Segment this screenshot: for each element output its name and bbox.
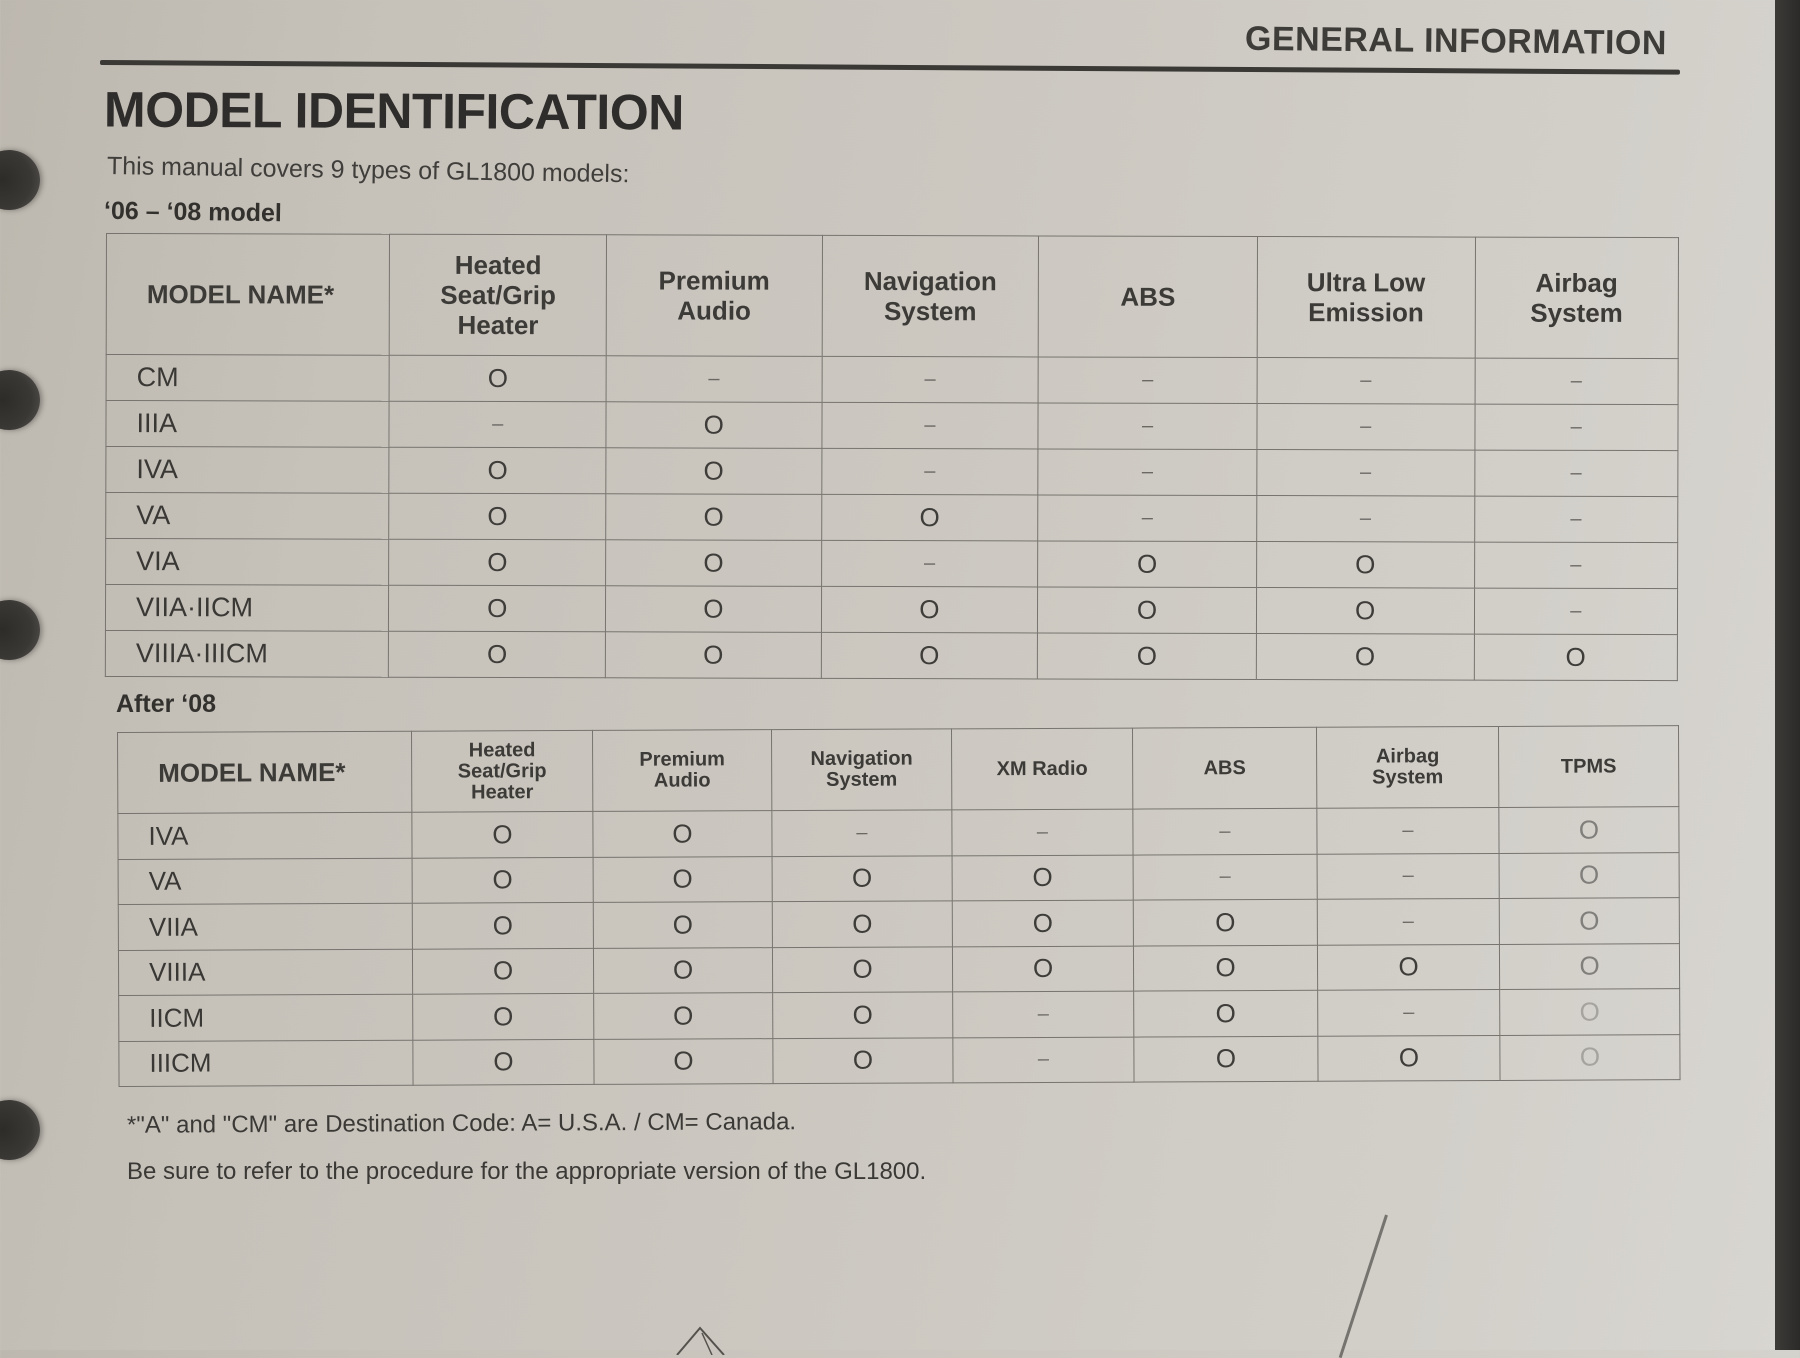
column-header: [390, 234, 607, 356]
table-row: [105, 630, 1677, 680]
feature-cell: [1038, 587, 1257, 634]
available-circle-icon: O: [1215, 1043, 1237, 1074]
feature-cell: [606, 540, 822, 587]
table-row: [118, 852, 1679, 904]
available-circle-icon: O: [1215, 952, 1236, 983]
available-circle-icon: O: [673, 1045, 694, 1076]
not-available-dash-icon: –: [1570, 599, 1582, 622]
table-row: [118, 943, 1679, 995]
feature-cell: [1133, 808, 1317, 854]
available-circle-icon: O: [703, 409, 724, 440]
feature-cell: [594, 1038, 773, 1084]
feature-cell: [1038, 541, 1257, 588]
column-header: [822, 235, 1039, 357]
feature-cell: [1134, 990, 1318, 1036]
feature-cell: [1133, 854, 1317, 900]
feature-cell: [606, 494, 822, 541]
available-circle-icon: O: [1355, 549, 1376, 580]
model-name-cell: IIIA: [106, 401, 390, 448]
feature-cell: [1134, 1036, 1318, 1082]
feature-cell: [1474, 588, 1678, 635]
feature-cell: [389, 631, 606, 678]
table-row: [106, 539, 1678, 589]
feature-cell: [773, 992, 953, 1038]
available-circle-icon: O: [1578, 814, 1600, 845]
not-available-dash-icon: –: [1142, 368, 1154, 391]
available-circle-icon: O: [703, 455, 724, 486]
available-circle-icon: O: [919, 640, 940, 671]
not-available-dash-icon: –: [1570, 369, 1582, 392]
column-header: [606, 235, 822, 357]
available-circle-icon: O: [672, 954, 694, 985]
not-available-dash-icon: –: [1402, 819, 1414, 842]
table-label-after-08: After ‘08: [116, 690, 217, 718]
feature-cell: [1257, 450, 1475, 497]
not-available-dash-icon: –: [1402, 910, 1414, 933]
available-circle-icon: O: [1579, 996, 1600, 1027]
feature-cell: [821, 448, 1038, 495]
feature-cell: [821, 586, 1038, 633]
table-row: [106, 493, 1678, 543]
table-row: [106, 401, 1678, 451]
not-available-dash-icon: –: [1141, 414, 1154, 437]
feature-cell: [1133, 899, 1317, 945]
feature-cell: [1500, 989, 1680, 1035]
feature-cell: [605, 632, 821, 679]
available-circle-icon: O: [1137, 548, 1158, 579]
feature-cell: [389, 585, 606, 632]
available-circle-icon: O: [703, 639, 724, 670]
available-circle-icon: O: [703, 593, 724, 624]
model-name-cell: VIA: [106, 539, 390, 586]
column-header: [106, 234, 390, 356]
available-circle-icon: O: [672, 909, 694, 940]
available-circle-icon: O: [672, 818, 693, 849]
column-header-line: Navigation: [863, 265, 997, 297]
feature-cell: [389, 447, 606, 494]
not-available-dash-icon: –: [492, 413, 504, 436]
model-table-06-08: [105, 233, 1679, 681]
model-name-cell: VIIA: [118, 903, 412, 950]
table-row: [105, 585, 1677, 635]
not-available-dash-icon: –: [1570, 507, 1582, 530]
feature-cell: [1133, 945, 1317, 991]
feature-cell: [593, 947, 772, 993]
feature-cell: [593, 811, 772, 857]
procedure-note: Be sure to refer to the procedure for the appropriate version of the GL1800.: [127, 1158, 927, 1185]
not-available-dash-icon: –: [924, 460, 936, 483]
binder-hole: [0, 370, 40, 430]
table-row: [118, 898, 1679, 950]
column-header-line: MODEL NAME*: [146, 279, 335, 310]
not-available-dash-icon: –: [1141, 506, 1153, 529]
model-table-after-08: [117, 725, 1681, 1087]
section-header: GENERAL INFORMATION: [1244, 19, 1668, 63]
not-available-dash-icon: –: [1037, 1048, 1050, 1071]
pencil-mark: [1339, 1215, 1388, 1358]
available-circle-icon: O: [1215, 997, 1236, 1028]
feature-cell: [606, 448, 822, 495]
not-available-dash-icon: –: [1219, 865, 1231, 888]
column-header-line: System: [1530, 297, 1623, 328]
feature-cell: [1038, 403, 1257, 450]
available-circle-icon: O: [493, 1001, 514, 1032]
feature-cell: [952, 946, 1133, 992]
binder-hole: [0, 1100, 40, 1160]
feature-cell: [953, 991, 1134, 1037]
feature-cell: [773, 1037, 953, 1083]
header-rule: [100, 60, 1680, 75]
column-header-line: System: [826, 768, 898, 791]
not-available-dash-icon: –: [1402, 864, 1414, 887]
available-circle-icon: O: [852, 908, 873, 939]
feature-cell: [1257, 358, 1475, 405]
feature-cell: [772, 810, 952, 856]
column-header: [771, 729, 951, 811]
model-name-cell: IVA: [106, 447, 390, 494]
not-available-dash-icon: –: [924, 414, 936, 437]
available-circle-icon: O: [487, 500, 508, 532]
feature-cell: [606, 356, 822, 403]
column-header: [1132, 727, 1316, 809]
feature-cell: [1499, 943, 1679, 989]
not-available-dash-icon: –: [923, 552, 936, 575]
feature-cell: [1317, 898, 1499, 944]
column-header-line: Premium: [639, 748, 725, 771]
column-header: [951, 728, 1132, 810]
feature-cell: [1499, 807, 1679, 853]
not-available-dash-icon: –: [1570, 553, 1582, 576]
column-header: [118, 731, 412, 813]
available-circle-icon: O: [1136, 640, 1158, 671]
not-available-dash-icon: –: [1359, 507, 1372, 530]
available-circle-icon: O: [487, 592, 508, 624]
model-name-cell: VA: [106, 493, 390, 540]
available-circle-icon: O: [1579, 950, 1600, 981]
available-circle-icon: O: [1579, 1041, 1601, 1072]
column-header-line: Seat/Grip: [440, 279, 556, 311]
not-available-dash-icon: –: [1403, 1001, 1415, 1024]
model-name-cell: IICM: [119, 994, 413, 1041]
available-circle-icon: O: [851, 862, 873, 894]
available-circle-icon: O: [1579, 905, 1600, 936]
feature-cell: [1474, 496, 1678, 543]
available-circle-icon: O: [852, 999, 873, 1030]
page-title: MODEL IDENTIFICATION: [103, 81, 684, 141]
feature-cell: [1038, 357, 1257, 404]
feature-cell: [821, 494, 1038, 541]
feature-cell: [821, 632, 1038, 679]
model-name-cell: VIIIA·IIICM: [105, 630, 389, 677]
not-available-dash-icon: –: [1219, 819, 1231, 842]
feature-cell: [606, 402, 822, 449]
page-edge-shadow: [1775, 0, 1800, 1350]
column-header: [411, 730, 592, 812]
binder-hole: [0, 150, 40, 210]
model-name-cell: VIIIA: [118, 949, 412, 996]
feature-cell: [412, 811, 593, 857]
feature-cell: [412, 857, 593, 903]
destination-code-footnote: *"A" and "CM" are Destination Code: A= U.S.A. / CM= Canada.: [126, 1108, 797, 1139]
feature-cell: [1474, 404, 1678, 451]
available-circle-icon: O: [492, 955, 514, 986]
column-header-line: Heated: [468, 738, 536, 761]
model-name-cell: IVA: [118, 812, 412, 859]
column-header-line: Premium: [658, 265, 770, 296]
feature-cell: [772, 901, 952, 947]
column-header-line: ABS: [1203, 756, 1246, 779]
available-circle-icon: O: [1032, 862, 1053, 893]
column-header-line: Audio: [653, 769, 711, 792]
feature-cell: [412, 902, 593, 948]
available-circle-icon: O: [852, 1044, 874, 1076]
available-circle-icon: O: [486, 638, 508, 670]
table-label-06-08: ‘06 – ‘08 model: [103, 196, 283, 228]
available-circle-icon: O: [492, 864, 513, 895]
feature-cell: [1475, 358, 1679, 405]
column-header-line: TPMS: [1560, 754, 1617, 778]
feature-cell: [822, 356, 1039, 403]
feature-cell: [1256, 588, 1474, 635]
not-available-dash-icon: –: [1141, 460, 1154, 483]
feature-cell: [1318, 1035, 1500, 1081]
column-header-line: Audio: [677, 295, 751, 326]
feature-cell: [389, 539, 606, 586]
column-header-line: XM Radio: [996, 757, 1088, 780]
column-header: [1475, 237, 1679, 359]
available-circle-icon: O: [703, 501, 724, 532]
column-header-line: System: [1372, 766, 1444, 789]
feature-cell: [389, 493, 606, 540]
column-header: [1257, 237, 1475, 359]
column-header-line: MODEL NAME*: [158, 756, 346, 788]
not-available-dash-icon: –: [856, 821, 868, 844]
available-circle-icon: O: [487, 454, 508, 486]
available-circle-icon: O: [1565, 641, 1586, 672]
column-header-line: Airbag: [1535, 267, 1618, 298]
not-available-dash-icon: –: [1037, 1002, 1049, 1025]
column-header-line: ABS: [1120, 281, 1176, 312]
available-circle-icon: O: [1578, 859, 1600, 890]
available-circle-icon: O: [672, 863, 693, 894]
feature-cell: [1474, 450, 1678, 497]
feature-cell: [953, 1037, 1134, 1083]
table-row: [119, 1034, 1680, 1086]
feature-cell: [952, 809, 1133, 855]
binder-hole: [0, 600, 40, 660]
available-circle-icon: O: [1032, 907, 1054, 938]
feature-cell: [389, 401, 606, 448]
available-circle-icon: O: [703, 547, 724, 578]
not-available-dash-icon: –: [1360, 369, 1372, 392]
column-header-line: Heater: [471, 780, 534, 803]
column-header-line: Navigation: [810, 747, 913, 770]
not-available-dash-icon: –: [1360, 415, 1372, 438]
column-header: [1316, 726, 1498, 808]
feature-cell: [1318, 989, 1500, 1035]
not-available-dash-icon: –: [708, 367, 720, 390]
feature-cell: [413, 993, 594, 1039]
feature-cell: [1474, 542, 1678, 589]
table-row: [118, 807, 1679, 859]
available-circle-icon: O: [852, 953, 873, 985]
feature-cell: [952, 855, 1133, 901]
feature-cell: [1256, 542, 1474, 589]
feature-cell: [1317, 807, 1499, 853]
not-available-dash-icon: –: [924, 368, 936, 391]
feature-cell: [822, 402, 1039, 449]
feature-cell: [1317, 853, 1499, 899]
available-circle-icon: O: [492, 910, 514, 941]
feature-cell: [605, 586, 821, 633]
available-circle-icon: O: [1398, 951, 1419, 982]
available-circle-icon: O: [1215, 906, 1236, 937]
feature-cell: [1038, 495, 1257, 542]
model-name-cell: VIIA·IICM: [105, 585, 389, 632]
available-circle-icon: O: [1355, 595, 1376, 626]
column-header-line: Heater: [457, 309, 539, 341]
feature-cell: [594, 993, 773, 1039]
feature-cell: [772, 946, 952, 992]
not-available-dash-icon: –: [1036, 820, 1049, 843]
table-row: [106, 355, 1678, 405]
feature-cell: [389, 355, 606, 402]
column-header-line: Ultra Low: [1306, 267, 1426, 298]
not-available-dash-icon: –: [1570, 415, 1582, 438]
not-available-dash-icon: –: [1570, 461, 1582, 484]
feature-cell: [1499, 852, 1679, 898]
available-circle-icon: O: [919, 502, 940, 533]
feature-cell: [1474, 634, 1678, 681]
feature-cell: [1257, 496, 1475, 543]
feature-cell: [1038, 633, 1257, 680]
available-circle-icon: O: [1398, 1042, 1420, 1073]
feature-cell: [821, 540, 1038, 587]
column-header: [592, 730, 771, 812]
feature-cell: [772, 855, 952, 901]
feature-cell: [1500, 1034, 1680, 1080]
column-header: [1498, 726, 1678, 808]
available-circle-icon: O: [1032, 953, 1054, 984]
feature-cell: [593, 856, 772, 902]
column-header-line: System: [883, 296, 977, 327]
feature-cell: [1256, 634, 1474, 681]
column-header-line: Heated: [454, 249, 542, 281]
feature-cell: [1257, 404, 1475, 451]
available-circle-icon: O: [487, 362, 509, 394]
feature-cell: [413, 1039, 594, 1085]
model-name-cell: CM: [106, 355, 390, 402]
feature-cell: [952, 900, 1133, 946]
feature-cell: [412, 948, 593, 994]
available-circle-icon: O: [1354, 641, 1376, 672]
model-name-cell: VA: [118, 858, 412, 905]
feature-cell: [1317, 944, 1499, 990]
available-circle-icon: O: [492, 819, 513, 850]
available-circle-icon: O: [673, 1000, 694, 1031]
model-name-cell: IIICM: [119, 1040, 413, 1087]
table-row: [119, 989, 1680, 1041]
feature-cell: [593, 902, 772, 948]
column-header: [1038, 236, 1257, 358]
table-row: [106, 447, 1678, 497]
feature-cell: [1499, 898, 1679, 944]
sketch-triangle-icon: [672, 1325, 732, 1355]
column-header-line: Airbag: [1375, 745, 1440, 768]
available-circle-icon: O: [919, 594, 940, 625]
available-circle-icon: O: [493, 1046, 514, 1077]
intro-text: This manual covers 9 types of GL1800 models:: [106, 152, 630, 189]
available-circle-icon: O: [1136, 594, 1158, 625]
column-header-line: Emission: [1308, 297, 1424, 328]
feature-cell: [1038, 449, 1257, 496]
not-available-dash-icon: –: [1359, 461, 1372, 484]
column-header-line: Seat/Grip: [457, 759, 547, 783]
available-circle-icon: O: [487, 546, 508, 578]
